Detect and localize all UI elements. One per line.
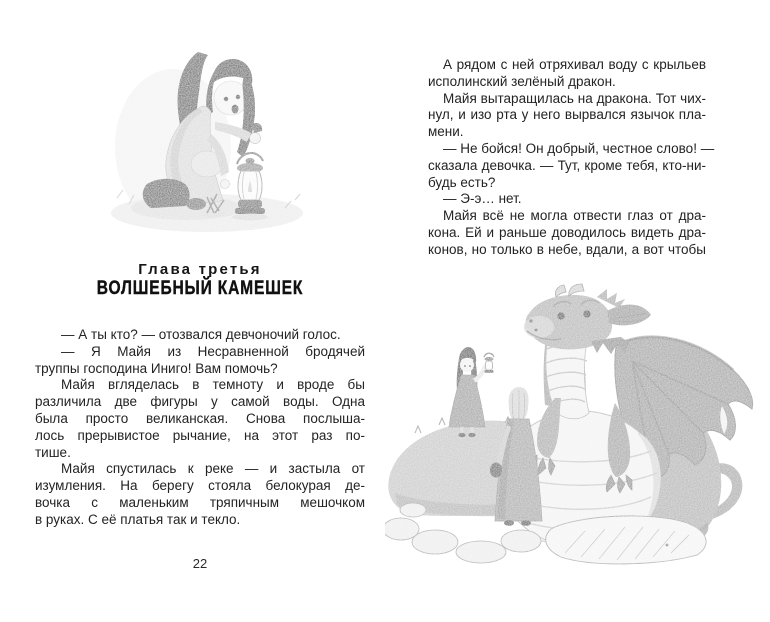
text-line: была просто великанская. Снова послыша- bbox=[35, 410, 365, 426]
girl-with-lantern-illustration bbox=[95, 12, 310, 247]
text-line: Майя вытаращилась на дракона. Тот чих- bbox=[443, 90, 706, 106]
text-line: различила две фигуры у самой воды. Одна bbox=[35, 394, 365, 410]
chapter-title: ВОЛШЕБНЫЙ КАМЕШЕК bbox=[96, 278, 304, 299]
text-line: лось прерывистое рычание, на этот раз по- bbox=[35, 427, 365, 443]
text-line: сказала девочка. — Тут, кроме тебя, кто-ни- bbox=[428, 157, 706, 173]
text-line: мени. bbox=[428, 124, 464, 140]
left-page-body-text bbox=[35, 327, 365, 529]
text-line: изумления. На берегу стояла белокурая де- bbox=[35, 478, 365, 494]
text-line: вочка с маленьким тряпичным мешочком bbox=[35, 494, 365, 510]
text-line: труппы господина Иниго! Вам помочь? bbox=[35, 360, 278, 376]
text-line: конов, но только в небе, вдали, а вот чтобы bbox=[428, 241, 706, 257]
page-number: 22 bbox=[192, 556, 208, 571]
text-line: — Я Майя из Несравненной бродячей bbox=[61, 343, 365, 359]
hatched-stone bbox=[546, 516, 706, 564]
dragon-scene-drawing bbox=[385, 283, 770, 568]
girl-with-lantern-drawing bbox=[95, 12, 310, 247]
text-line: Майя всё не могла отвести глаз от дра- bbox=[443, 208, 706, 224]
right-page bbox=[385, 0, 770, 622]
text-line: А рядом с ней отряхивал воду с крыльев bbox=[443, 57, 706, 72]
right-page-body-text bbox=[428, 57, 715, 259]
text-line: — Не бойся! Он добрый, честное слово! — bbox=[443, 140, 715, 156]
text-line: Майя спустилась к реке — и застыла от bbox=[61, 461, 365, 477]
text-line: в руках. С её платья так и текло. bbox=[35, 511, 241, 527]
text-line: Майя вгляделась в темноту и вроде бы bbox=[61, 377, 365, 393]
text-line: — А ты кто? — отозвался девчоночий голос. bbox=[61, 327, 341, 342]
dragon-illustration bbox=[385, 283, 770, 568]
text-line: будь есть? bbox=[428, 174, 496, 190]
text-line: — Э-э… нет. bbox=[443, 191, 522, 207]
lantern-icon bbox=[232, 153, 268, 220]
text-line: тише. bbox=[35, 444, 71, 460]
chapter-label: Глава третья bbox=[138, 261, 262, 278]
text-line: кона. Ей и раньше доводилось видеть дра- bbox=[428, 224, 706, 240]
dragon-horn bbox=[569, 284, 584, 296]
cloth-bag bbox=[490, 463, 502, 478]
text-line: нул, и изо рта у него вырвался язычок пла- bbox=[428, 107, 706, 123]
flint-object bbox=[252, 123, 262, 133]
text-line: исполинский зелёный дракон. bbox=[428, 73, 616, 89]
